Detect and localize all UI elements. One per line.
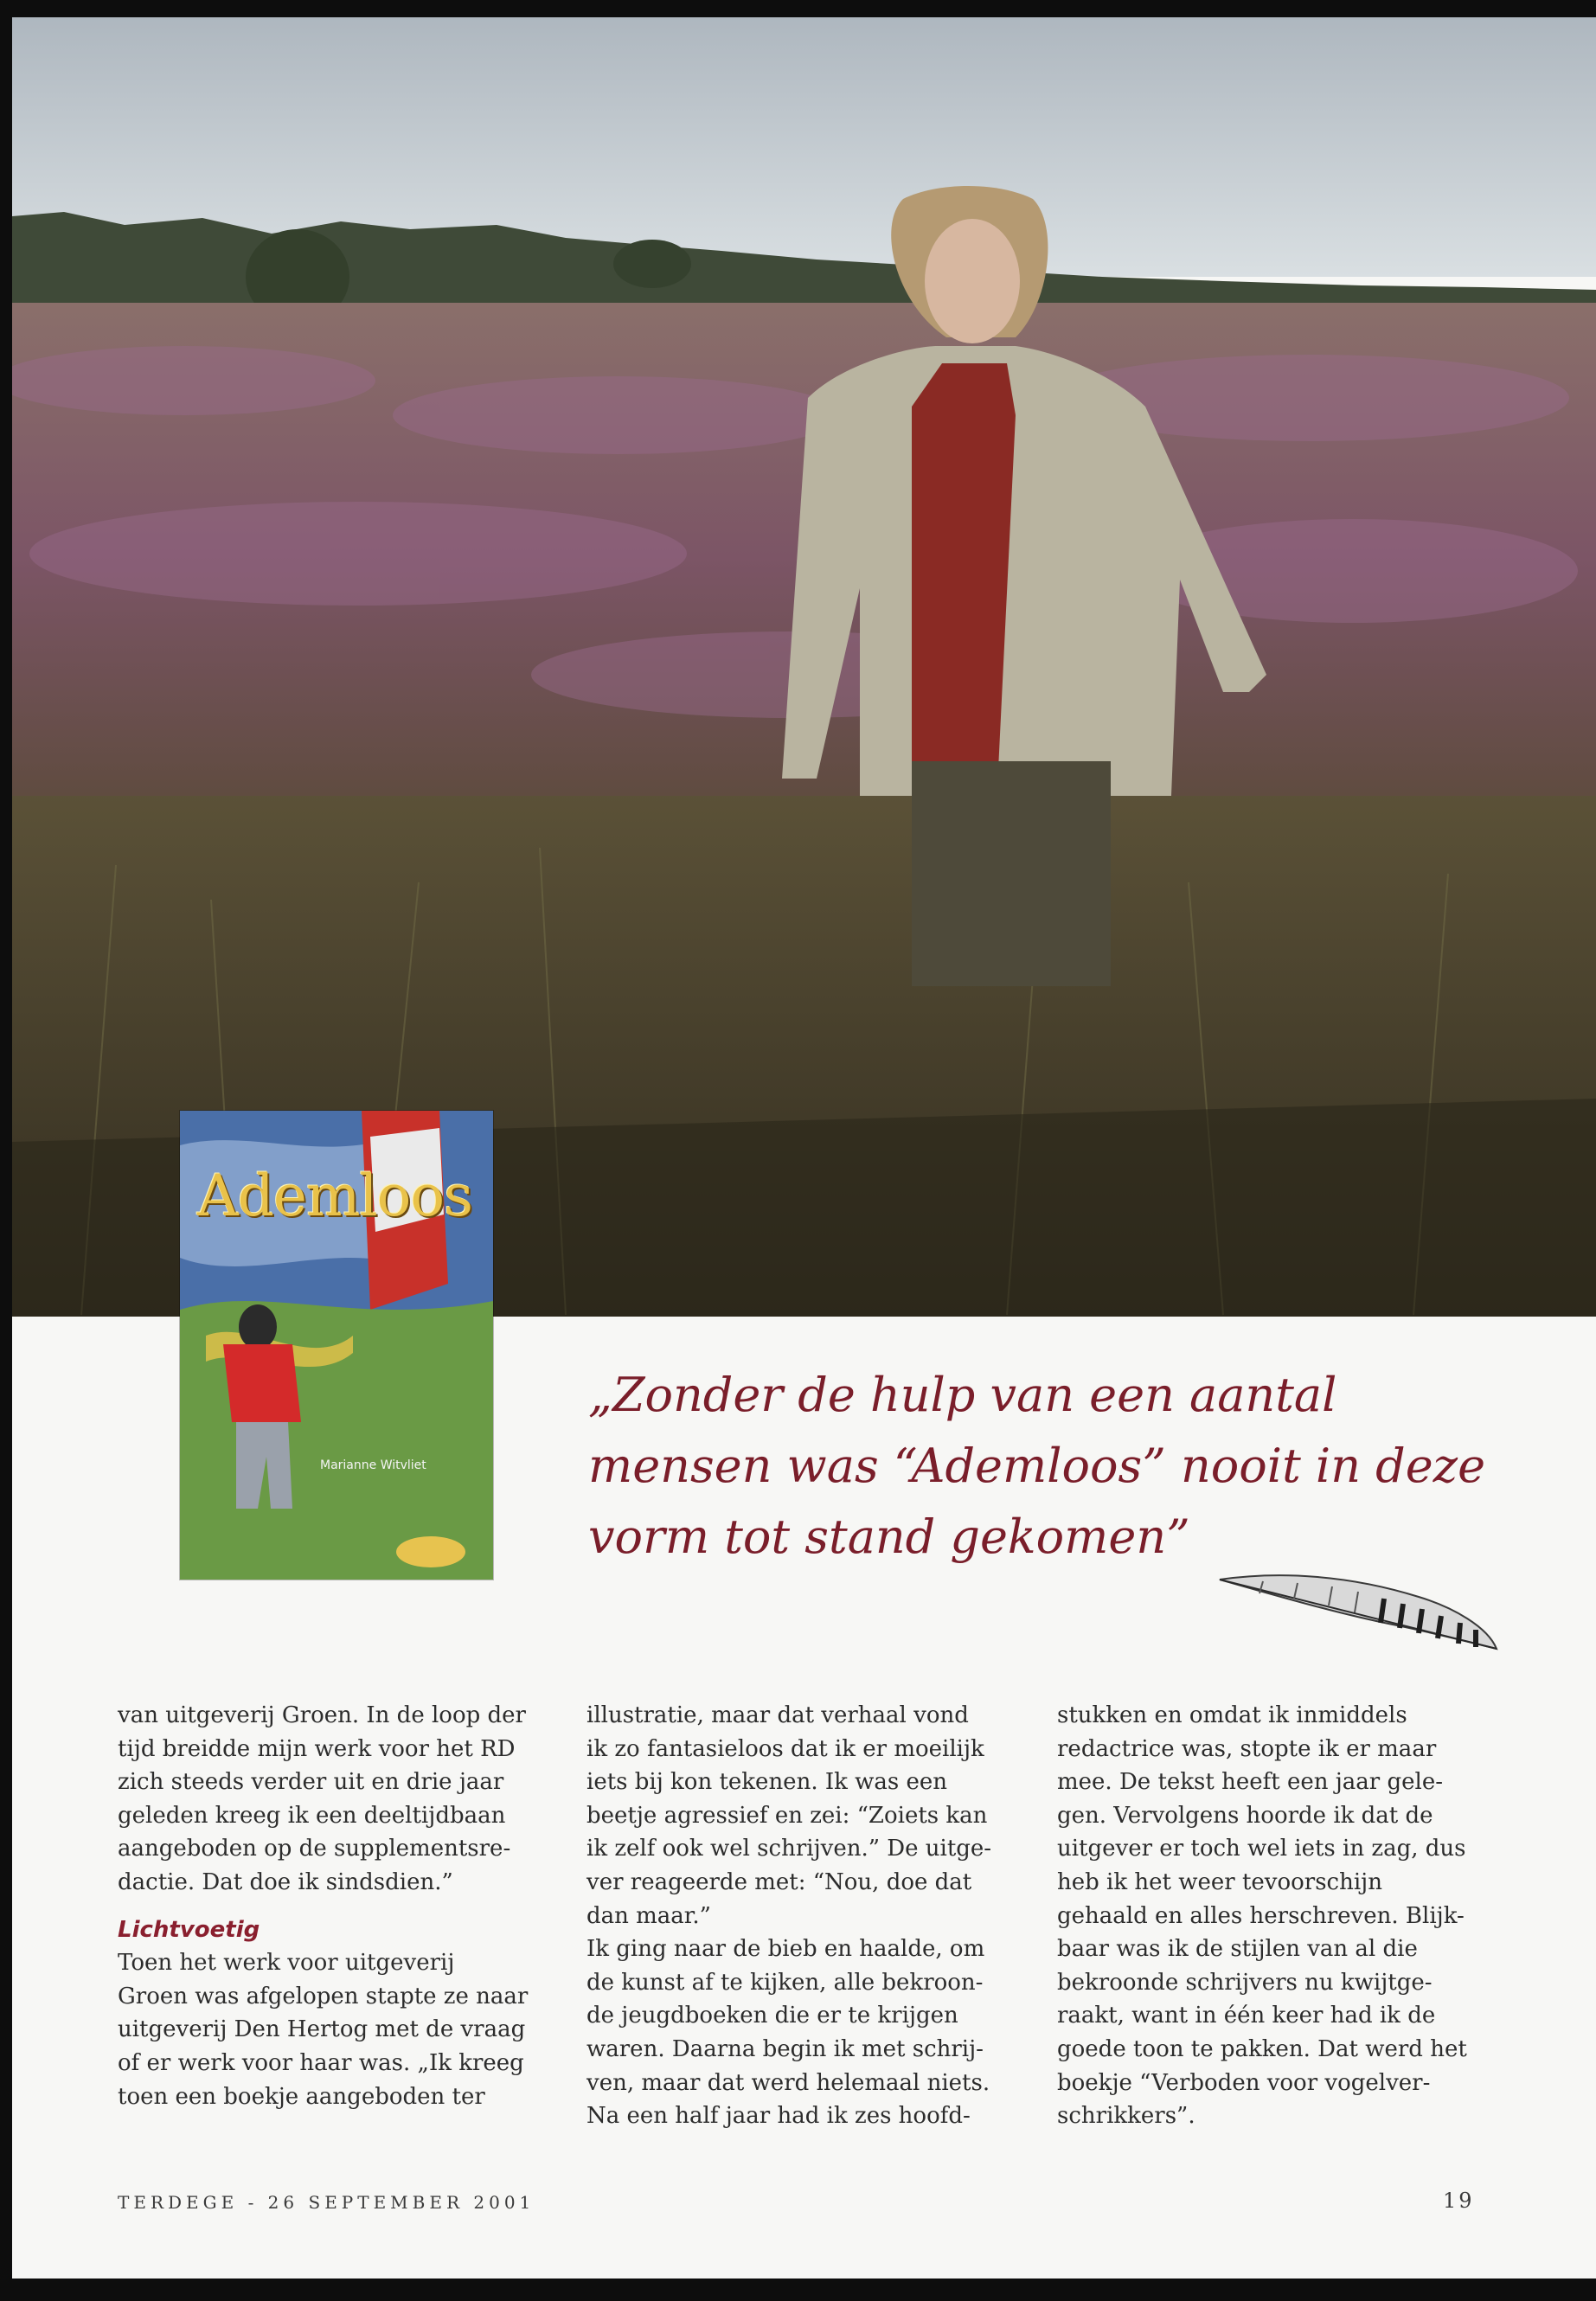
- article-column-3: [1057, 1699, 1490, 2133]
- book-title: Ademloos: [197, 1163, 473, 1229]
- body-text-line: uitgeverij Den Hertog met de vraag: [118, 2016, 526, 2043]
- body-text-line: illustratie, maar dat verhaal vond: [586, 1702, 969, 1728]
- body-text-line: de kunst af te kijken, alle bekroon-: [586, 1969, 984, 1996]
- body-text-line: mee. De tekst heeft een jaar gele-: [1057, 1769, 1444, 1796]
- body-text-line: Ik ging naar de bieb en haalde, om: [586, 1936, 985, 1963]
- body-text-line: schrikkers”.: [1057, 2103, 1195, 2130]
- book-author: Marianne Witvliet: [320, 1458, 426, 1472]
- body-text-line: beetje agressief en zei: “Zoiets kan: [586, 1802, 988, 1829]
- body-text-line: goede toon te pakken. Dat werd het: [1057, 2035, 1467, 2062]
- body-text-line: geleden kreeg ik een deeltijdbaan: [118, 1802, 506, 1829]
- body-text-line: van uitgeverij Groen. In de loop der: [118, 1702, 526, 1728]
- article-column-1: [118, 1699, 550, 2113]
- body-text-line: de jeugdboeken die er te krijgen: [586, 2003, 958, 2029]
- scan-border-left: [0, 0, 12, 2301]
- body-text-line: gehaald en alles herschreven. Blijk-: [1057, 1902, 1465, 1929]
- body-text-line: Groen was afgelopen stapte ze naar: [118, 1983, 529, 2009]
- body-text-line: ik zelf ook wel schrijven.” De uitge-: [586, 1836, 992, 1862]
- body-text-line: dactie. Dat doe ik sindsdien.”: [118, 1868, 453, 1895]
- pull-quote-line: mensen was “Ademloos” nooit in deze: [588, 1439, 1486, 1493]
- body-text-line: ven, maar dat werd helemaal niets.: [586, 2069, 990, 2096]
- article-column-2: [586, 1699, 1019, 2133]
- body-text-line: aangeboden op de supplementsre-: [118, 1836, 511, 1862]
- body-text-line: bekroonde schrijvers nu kwijtge-: [1057, 1969, 1433, 1996]
- body-text-line: waren. Daarna begin ik met schrij-: [586, 2035, 984, 2062]
- feather-icon: [1211, 1545, 1505, 1657]
- body-text-line: tijd breidde mijn werk voor het RD: [118, 1735, 516, 1762]
- body-text-line: dan maar.”: [586, 1902, 711, 1929]
- section-subheading: Lichtvoetig: [118, 1916, 260, 1943]
- body-text-line: gen. Vervolgens hoorde ik dat de: [1057, 1802, 1433, 1829]
- body-text-line: iets bij kon tekenen. Ik was een: [586, 1769, 948, 1796]
- pull-quote-line: „Zonder de hulp van een aantal: [588, 1368, 1337, 1422]
- scan-border-top: [0, 0, 1596, 17]
- body-text-line: of er werk voor haar was. „Ik kreeg: [118, 2049, 524, 2076]
- body-text-line: redactrice was, stopte ik er maar: [1057, 1735, 1437, 1762]
- footer-publication: TERDEGE - 26 SEPTEMBER 2001: [118, 2192, 535, 2213]
- pull-quote: [588, 1360, 1486, 1573]
- body-text-line: ik zo fantasieloos dat ik er moeilijk: [586, 1735, 984, 1762]
- body-text-line: raakt, want in één keer had ik de: [1057, 2003, 1436, 2029]
- body-text-line: uitgever er toch wel iets in zag, dus: [1057, 1836, 1466, 1862]
- scan-border-bottom: [0, 2279, 1596, 2301]
- book-cover: [180, 1111, 493, 1580]
- page-number: 19: [1443, 2189, 1475, 2213]
- body-text-line: stukken en omdat ik inmiddels: [1057, 1702, 1407, 1728]
- pull-quote-line: vorm tot stand gekomen”: [588, 1509, 1190, 1564]
- body-text-line: Toen het werk voor uitgeverij: [118, 1950, 455, 1977]
- body-text-line: Na een half jaar had ik zes hoofd-: [586, 2103, 971, 2130]
- body-text-line: ver reageerde met: “Nou, doe dat: [586, 1868, 972, 1895]
- body-text-line: zich steeds verder uit en drie jaar: [118, 1769, 504, 1796]
- body-text-line: baar was ik de stijlen van al die: [1057, 1936, 1418, 1963]
- body-text-line: boekje “Verboden voor vogelver-: [1057, 2069, 1431, 2096]
- body-text-line: heb ik het weer tevoorschijn: [1057, 1868, 1382, 1895]
- body-text-line: toen een boekje aangeboden ter: [118, 2083, 485, 2110]
